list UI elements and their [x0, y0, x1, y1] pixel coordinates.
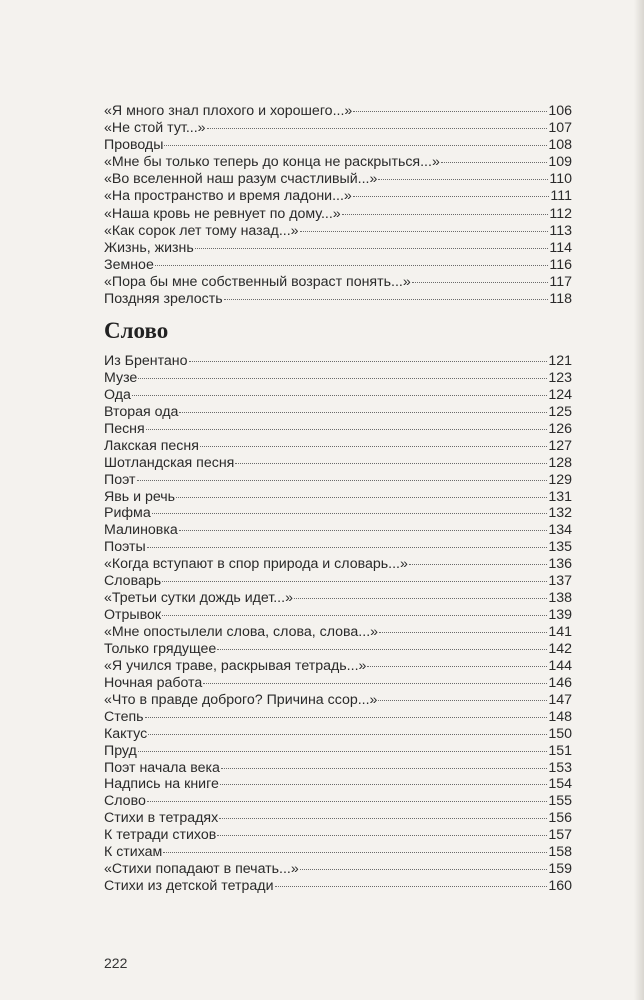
toc-entry-title: Ода: [104, 386, 131, 403]
toc-entry-title: Стихи из детской тетради: [104, 878, 274, 895]
toc-entry: [104, 274, 572, 291]
toc-entry: [104, 827, 572, 844]
toc-entry: [104, 607, 572, 624]
toc-entry-page: 111: [550, 188, 572, 205]
toc-entry: [104, 726, 572, 743]
toc-entry: [104, 154, 572, 171]
toc-entry-title: Рифма: [104, 505, 151, 522]
toc-entry-page: 124: [548, 386, 572, 403]
toc-entry: [104, 624, 572, 641]
toc-entry-page: 139: [548, 607, 572, 624]
toc-entry-title: Земное: [104, 256, 154, 273]
toc-entry-page: 121: [548, 353, 572, 369]
toc-entry-page: 118: [549, 291, 572, 308]
toc-entry-title: Из Брентано: [104, 353, 188, 369]
toc-entry-title: «Я учился траве, раскрывая тетрадь...»: [104, 657, 367, 674]
toc-entry-title: Стихи в тетрадях: [104, 810, 219, 827]
toc-leader-dots: [378, 179, 548, 180]
toc-leader-dots: [148, 734, 547, 735]
toc-entry: [104, 861, 572, 878]
toc-entry-title: Шотландская песня: [104, 454, 235, 471]
toc-entry: [104, 505, 572, 522]
toc-entry: [104, 522, 572, 539]
toc-entry-title: Поздняя зрелость: [104, 291, 223, 308]
toc-entry: [104, 743, 572, 760]
toc-entry-page: 138: [548, 590, 572, 607]
toc-entry-page: 137: [548, 573, 572, 590]
toc-entry-title: «Мне опостылели слова, слова, слова...»: [104, 624, 379, 640]
toc-entry-title: Отрывок: [104, 607, 162, 624]
toc-entry-title: Проводы: [104, 137, 164, 154]
toc-entry-title: «Пора бы мне собственный возраст понять...»: [104, 273, 411, 290]
toc-leader-dots: [176, 497, 547, 498]
toc-entry-title: Только грядущее: [104, 640, 217, 657]
toc-entry: [104, 353, 572, 370]
toc-leader-dots: [342, 214, 549, 215]
toc-leader-dots: [441, 162, 547, 163]
toc-entry: [104, 878, 572, 895]
toc-leader-dots: [412, 282, 549, 283]
toc-entry-page: 106: [548, 103, 572, 119]
toc-entry-title: Вторая ода: [104, 403, 179, 420]
toc-entry-title: «Мне бы только теперь до конца не раскрыться...»: [104, 154, 440, 171]
toc-entry: [104, 257, 572, 274]
toc-entry-page: 154: [548, 776, 572, 793]
toc-entry-page: 135: [548, 539, 572, 556]
toc-leader-dots: [179, 412, 547, 413]
toc-entry-page: 126: [548, 420, 572, 437]
toc-entry-title: Музе: [104, 369, 138, 386]
toc-entry-page: 158: [548, 844, 572, 861]
toc-entry-title: Жизнь, жизнь: [104, 239, 194, 256]
toc-leader-dots: [164, 145, 547, 146]
toc-leader-dots: [379, 632, 547, 633]
toc-leader-dots: [220, 784, 547, 785]
toc-entry-page: 113: [549, 222, 572, 239]
toc-entry: [104, 472, 572, 489]
toc-leader-dots: [378, 700, 547, 701]
toc-entry-title: Поэт начала века: [104, 759, 220, 776]
toc-entry-title: Надпись на книге: [104, 776, 219, 793]
toc-leader-dots: [200, 446, 547, 447]
toc-entry: [104, 370, 572, 387]
toc-entry-title: Лакская песня: [104, 437, 199, 454]
toc-leader-dots: [275, 886, 548, 887]
toc-leader-dots: [207, 128, 548, 129]
toc-entry-page: 147: [548, 691, 572, 708]
toc-entry-page: 144: [548, 657, 572, 674]
toc-entry-title: Ночная работа: [104, 674, 203, 691]
toc-entry-title: Поэты: [104, 539, 146, 556]
toc-entry: [104, 103, 572, 120]
toc-entry: [104, 438, 572, 455]
toc-leader-dots: [162, 615, 547, 616]
toc-entry-title: «Что в правде доброго? Причина ссор...»: [104, 691, 378, 708]
toc-leader-dots: [217, 649, 547, 650]
toc-entry-title: К тетради стихов: [104, 827, 217, 844]
toc-entry-title: «Третьи сутки дождь идет...»: [104, 590, 293, 607]
toc-entry-page: 159: [548, 861, 572, 878]
toc-entry: [104, 793, 572, 810]
toc-leader-dots: [367, 666, 547, 667]
toc-entry-page: 155: [548, 793, 572, 810]
toc-entry: [104, 590, 572, 607]
toc-entry: [104, 810, 572, 827]
toc-entry-page: 128: [548, 454, 572, 471]
toc-entry: [104, 641, 572, 658]
toc-entry-title: Слово: [104, 793, 146, 810]
toc-entry-page: 151: [548, 742, 572, 759]
toc-entry-title: «Стихи попадают в печать...»: [104, 861, 299, 878]
toc-leader-dots: [162, 581, 547, 582]
toc-leader-dots: [138, 751, 547, 752]
toc-entry: [104, 188, 572, 205]
toc-entry-title: Песня: [104, 420, 145, 437]
toc-entry-title: Кактус: [104, 725, 148, 742]
toc-entry-page: 146: [548, 674, 572, 691]
toc-entry: [104, 387, 572, 404]
toc-leader-dots: [195, 248, 549, 249]
toc-entry: [104, 760, 572, 777]
toc-entry-page: 134: [548, 522, 572, 539]
page-edge-shadow: [634, 0, 644, 1000]
toc-entry-page: 156: [548, 810, 572, 827]
toc-leader-dots: [145, 717, 548, 718]
toc-leader-dots: [152, 513, 548, 514]
page-number: 222: [104, 955, 128, 971]
toc-entry: [104, 556, 572, 573]
toc-entry-title: «Не стой тут...»: [104, 120, 206, 137]
toc-leader-dots: [155, 265, 549, 266]
toc-entry: [104, 658, 572, 675]
toc-leader-dots: [147, 801, 547, 802]
toc-entry-page: 132: [548, 505, 572, 522]
toc-entry-title: «На пространство и время ладони...»: [104, 188, 352, 205]
toc-leader-dots: [132, 395, 547, 396]
toc-entry-page: 116: [549, 256, 572, 273]
toc-leader-dots: [163, 852, 547, 853]
toc-leader-dots: [353, 111, 547, 112]
toc-leader-dots: [146, 429, 548, 430]
toc-entry: [104, 844, 572, 861]
toc-entry-title: «Когда вступают в спор природа и словарь...»: [104, 556, 408, 573]
toc-entry-page: 131: [548, 488, 572, 505]
toc-entry: [104, 776, 572, 793]
toc-leader-dots: [217, 835, 547, 836]
toc-entry-page: 125: [548, 403, 572, 420]
toc-leader-dots: [300, 869, 548, 870]
toc-entry: [104, 709, 572, 726]
toc-leader-dots: [219, 818, 547, 819]
toc-entry-page: 150: [548, 725, 572, 742]
toc-leader-dots: [224, 299, 549, 300]
toc-entry-page: 160: [548, 878, 572, 895]
toc-entry-page: 112: [549, 205, 572, 222]
toc-leader-dots: [138, 378, 547, 379]
toc-leader-dots: [137, 480, 548, 481]
toc-entry: [104, 421, 572, 438]
toc-leader-dots: [300, 231, 549, 232]
toc-entry-title: Малиновка: [104, 522, 178, 539]
toc-leader-dots: [353, 196, 550, 197]
toc-leader-dots: [235, 463, 547, 464]
section-heading: Слово: [104, 318, 169, 343]
toc-entry-page: 110: [549, 171, 572, 188]
toc-entry-page: 142: [548, 640, 572, 657]
toc-entry-title: Пруд: [104, 742, 137, 759]
toc-entry-page: 123: [548, 369, 572, 386]
toc-entry: [104, 692, 572, 709]
toc-leader-dots: [203, 683, 547, 684]
toc-entry-title: Явь и речь: [104, 488, 176, 505]
toc-entry-title: Поэт: [104, 471, 136, 488]
toc-entry-title: «Как сорок лет тому назад...»: [104, 222, 299, 239]
toc-entry-title: «Я много знал плохого и хорошего...»: [104, 103, 353, 119]
toc-entry-title: «Наша кровь не ревнует по дому...»: [104, 205, 341, 222]
toc-entry-title: Словарь: [104, 573, 162, 590]
toc-entry-page: 141: [548, 624, 572, 640]
toc-entry: [104, 489, 572, 506]
toc-entry-page: 108: [548, 137, 572, 154]
toc-entry-page: 157: [548, 827, 572, 844]
toc-leader-dots: [409, 564, 547, 565]
toc-entry: [104, 206, 572, 223]
toc-entry: [104, 573, 572, 590]
toc-entry: [104, 171, 572, 188]
toc-entry: [104, 223, 572, 240]
toc-leader-dots: [147, 547, 548, 548]
toc-entry-title: К стихам: [104, 844, 163, 861]
toc-entry: [104, 675, 572, 692]
toc-entry: [104, 120, 572, 137]
toc-entry-page: 114: [549, 239, 572, 256]
toc-leader-dots: [189, 361, 548, 362]
toc-entry-page: 127: [548, 437, 572, 454]
toc-entry-page: 107: [548, 120, 572, 137]
toc-entry-page: 136: [548, 556, 572, 573]
toc-entry-page: 129: [548, 471, 572, 488]
toc-entry: [104, 291, 572, 308]
toc-entry-title: «Во вселенной наш разум счастливый...»: [104, 171, 378, 188]
toc-leader-dots: [294, 598, 547, 599]
toc-leader-dots: [179, 530, 548, 531]
toc-entry: [104, 539, 572, 556]
toc-entry: [104, 455, 572, 472]
toc-entry: [104, 240, 572, 257]
toc-entry-title: Степь: [104, 708, 144, 725]
toc-entry-page: 109: [548, 154, 572, 171]
toc-list-part-2: [104, 353, 572, 895]
toc-entry-page: 153: [548, 759, 572, 776]
toc-entry: [104, 404, 572, 421]
toc-leader-dots: [221, 768, 547, 769]
toc-entry-page: 148: [548, 708, 572, 725]
toc-entry: [104, 137, 572, 154]
toc-list-part-1: [104, 103, 572, 308]
toc-entry-page: 117: [549, 273, 572, 290]
